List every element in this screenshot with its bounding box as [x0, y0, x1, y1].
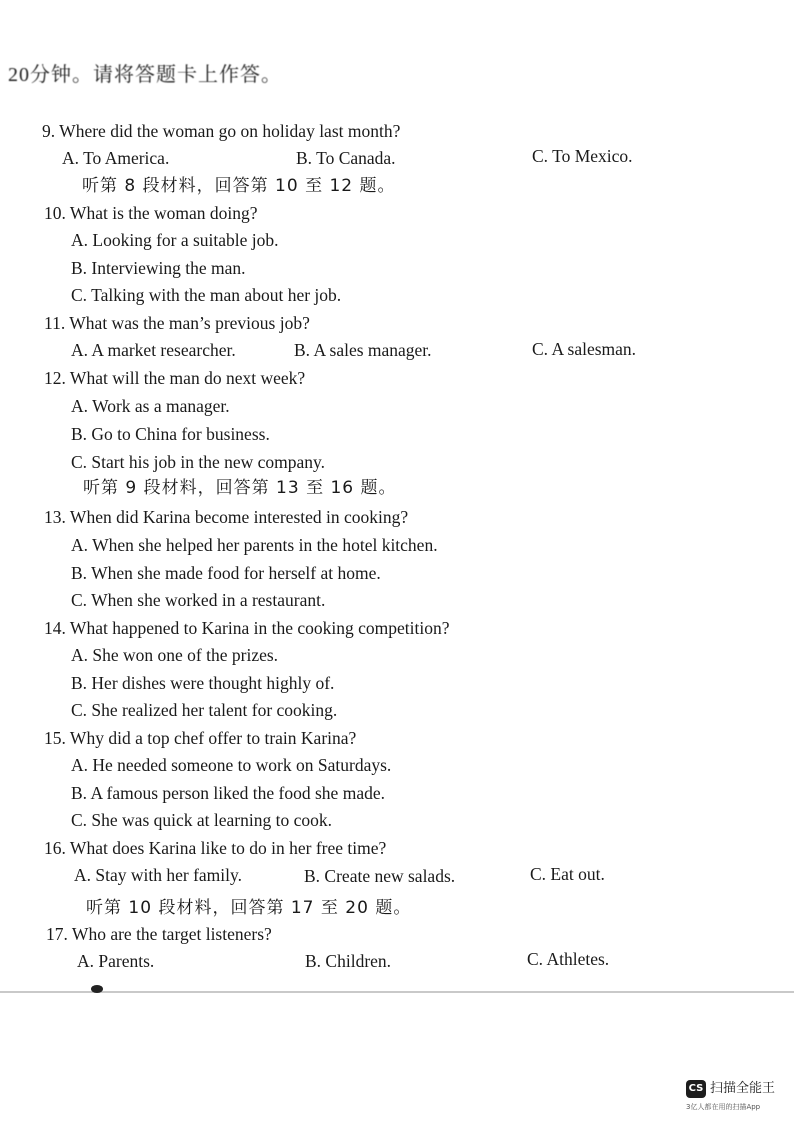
question-14: 14. What happened to Karina in the cooking competition? — [44, 618, 450, 638]
option-14a: A. She won one of the prizes. — [71, 645, 279, 665]
section-instruction-10: 听第 10 段材料，回答第 17 至 20 题。 — [86, 898, 412, 918]
camscanner-logo-icon: CS — [686, 1080, 706, 1098]
option-10a: A. Looking for a suitable job. — [71, 230, 279, 250]
watermark-subtitle: 3亿人都在用的扫描App — [686, 1103, 761, 1111]
question-9: 9. Where did the woman go on holiday last month? — [42, 121, 401, 141]
scan-mark — [91, 985, 103, 993]
option-13a: A. When she helped her parents in the hotel kitchen. — [71, 535, 438, 555]
option-12a: A. Work as a manager. — [71, 396, 230, 416]
question-13: 13. When did Karina become interested in cooking? — [44, 507, 409, 527]
option-17b: B. Children. — [305, 951, 392, 971]
option-10b: B. Interviewing the man. — [71, 258, 246, 278]
scan-edge-line — [0, 991, 794, 993]
option-15a: A. He needed someone to work on Saturdays. — [71, 755, 392, 775]
option-13b: B. When she made food for herself at home. — [71, 563, 381, 583]
option-12b: B. Go to China for business. — [71, 424, 270, 444]
option-12c: C. Start his job in the new company. — [71, 452, 326, 472]
cropped-header-text: 20分钟。请将答题卡上作答。 — [8, 64, 282, 86]
option-16b: B. Create new salads. — [304, 866, 456, 886]
option-15c: C. She was quick at learning to cook. — [71, 810, 332, 830]
option-15b: B. A famous person liked the food she made. — [71, 783, 385, 803]
option-14b: B. Her dishes were thought highly of. — [71, 673, 335, 693]
scanner-watermark — [686, 1080, 786, 1116]
option-11c: C. A salesman. — [532, 339, 637, 359]
option-14c: C. She realized her talent for cooking. — [71, 700, 338, 720]
question-15: 15. Why did a top chef offer to train Karina? — [44, 728, 357, 748]
option-9b: B. To Canada. — [296, 148, 396, 168]
watermark-name: 扫描全能王 — [710, 1081, 776, 1096]
option-17a: A. Parents. — [77, 951, 155, 971]
option-13c: C. When she worked in a restaurant. — [71, 590, 326, 610]
option-9c: C. To Mexico. — [532, 146, 633, 166]
question-10: 10. What is the woman doing? — [44, 203, 258, 223]
question-11: 11. What was the man’s previous job? — [44, 313, 310, 333]
question-12: 12. What will the man do next week? — [44, 368, 306, 388]
option-17c: C. Athletes. — [527, 949, 610, 969]
question-16: 16. What does Karina like to do in her free time? — [44, 838, 387, 858]
option-16c: C. Eat out. — [530, 864, 605, 884]
option-9a: A. To America. — [62, 148, 170, 168]
section-instruction-8: 听第 8 段材料，回答第 10 至 12 题。 — [82, 176, 396, 196]
option-11a: A. A market researcher. — [71, 340, 236, 360]
section-instruction-9: 听第 9 段材料，回答第 13 至 16 题。 — [83, 478, 397, 498]
option-10c: C. Talking with the man about her job. — [71, 285, 342, 305]
question-17: 17. Who are the target listeners? — [46, 924, 272, 944]
option-11b: B. A sales manager. — [294, 340, 432, 360]
option-16a: A. Stay with her family. — [74, 865, 243, 885]
